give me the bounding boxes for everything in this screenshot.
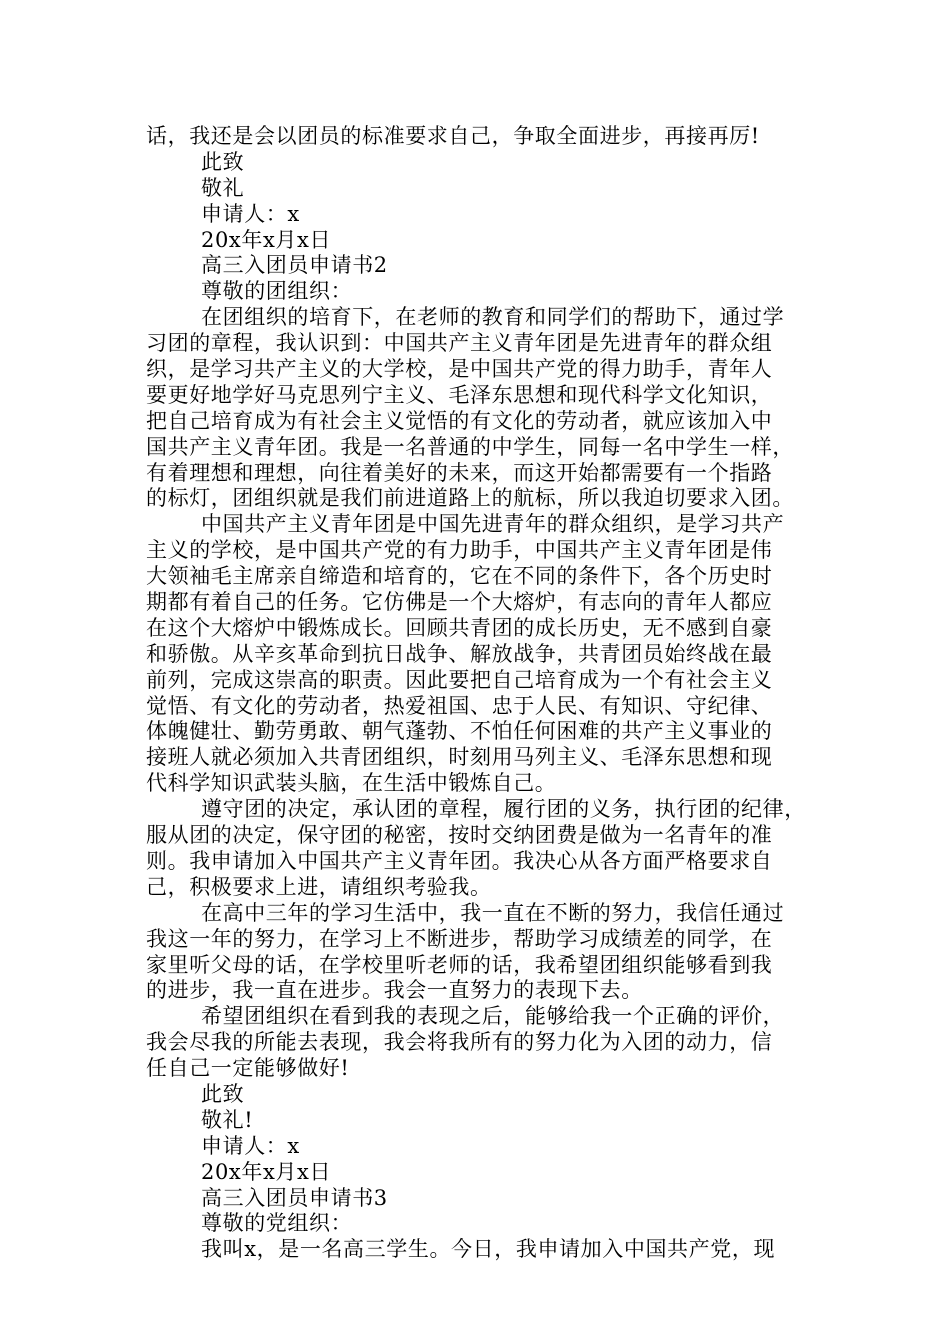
section-title: 高三入团员申请书2 [201,253,388,278]
paragraph-line: 的标灯，团组织就是我们前进道路上的航标，所以我迫切要求入团。 [146,486,794,511]
paragraph-line: 有着理想和理想，向往着美好的未来，而这开始都需要有一个指路 [146,460,773,485]
applicant-line: 申请人：x [201,201,300,226]
paragraph-line: 的进步，我一直在进步。我会一直努力的表现下去。 [146,978,643,1003]
paragraph-line: 在这个大熔炉中锻炼成长。回顾共青团的成长历史，无不感到自豪 [146,615,773,640]
paragraph-line: 期都有着自己的任务。它仿佛是一个大熔炉，有志向的青年人都应 [146,590,773,615]
paragraph-line: 任自己一定能够做好! [146,1056,350,1081]
paragraph-line: 主义的学校，是中国共产党的有力助手，中国共产主义青年团是伟 [146,538,773,563]
applicant-line: 申请人：x [201,1133,300,1158]
paragraph-line: 话，我还是会以团员的标准要求自己，争取全面进步，再接再厉! [146,124,760,148]
paragraph-line: 希望团组织在看到我的表现之后，能够给我一个正确的评价， [201,1004,785,1029]
date-line: 20x年x月x日 [201,227,332,252]
salutation-line: 敬礼 [201,175,245,200]
paragraph-line: 遵守团的决定，承认团的章程，履行团的义务，执行团的纪律， [201,797,806,822]
paragraph-line: 我叫x，是一名高三学生。今日，我申请加入中国共产党，现 [201,1237,776,1262]
document-body [146,124,806,1263]
greeting-line: 尊敬的党组织： [201,1211,353,1236]
paragraph-line: 服从团的决定，保守团的秘密，按时交纳团费是做为一名青年的准 [146,823,773,848]
paragraph-line: 代科学知识武装头脑，在生活中锻炼自己。 [146,771,557,796]
paragraph-line: 己，积极要求上进，请组织考验我。 [146,874,492,899]
paragraph-line: 在团组织的培育下，在老师的教育和同学们的帮助下，通过学 [201,305,785,330]
salutation-line: 敬礼! [201,1107,254,1132]
closing-line: 此致 [201,149,245,174]
paragraph-line: 我会尽我的所能去表现，我会将我所有的努力化为入团的动力，信 [146,1030,773,1055]
paragraph-line: 织，是学习共产主义的大学校，是中国共产党的得力助手，青年人 [146,357,773,382]
paragraph-line: 在高中三年的学习生活中，我一直在不断的努力，我信任通过 [201,900,785,925]
paragraph-line: 和骄傲。从辛亥革命到抗日战争、解放战争，共青团员始终战在最 [146,641,773,666]
paragraph-line: 体魄健壮、勤劳勇敢、朝气蓬勃、不怕任何困难的共产主义事业的 [146,719,773,744]
greeting-line: 尊敬的团组织： [201,279,353,304]
date-line: 20x年x月x日 [201,1159,332,1184]
section-title: 高三入团员申请书3 [201,1185,388,1210]
paragraph-line: 家里听父母的话，在学校里听老师的话，我希望团组织能够看到我 [146,952,773,977]
paragraph-line: 国共产主义青年团。我是一名普通的中学生，同每一名中学生一样， [146,434,794,459]
paragraph-line: 大领袖毛主席亲自缔造和培育的，它在不同的条件下，各个历史时 [146,564,773,589]
paragraph-line: 则。我申请加入中国共产主义青年团。我决心从各方面严格要求自 [146,848,773,873]
paragraph-line: 中国共产主义青年团是中国先进青年的群众组织，是学习共产 [201,512,785,537]
paragraph-line: 要更好地学好马克思列宁主义、毛泽东思想和现代科学文化知识， [146,382,773,407]
paragraph-line: 把自己培育成为有社会主义觉悟的有文化的劳动者，就应该加入中 [146,408,773,433]
paragraph-line: 觉悟、有文化的劳动者，热爱祖国、忠于人民、有知识、守纪律、 [146,693,773,718]
closing-line: 此致 [201,1081,245,1106]
paragraph-line: 我这一年的努力，在学习上不断进步，帮助学习成绩差的同学，在 [146,926,773,951]
paragraph-line: 前列，完成这崇高的职责。因此要把自己培育成为一个有社会主义 [146,667,773,692]
paragraph-line: 习团的章程，我认识到：中国共产主义青年团是先进青年的群众组 [146,331,773,356]
paragraph-line: 接班人就必须加入共青团组织，时刻用马列主义、毛泽东思想和现 [146,745,773,770]
